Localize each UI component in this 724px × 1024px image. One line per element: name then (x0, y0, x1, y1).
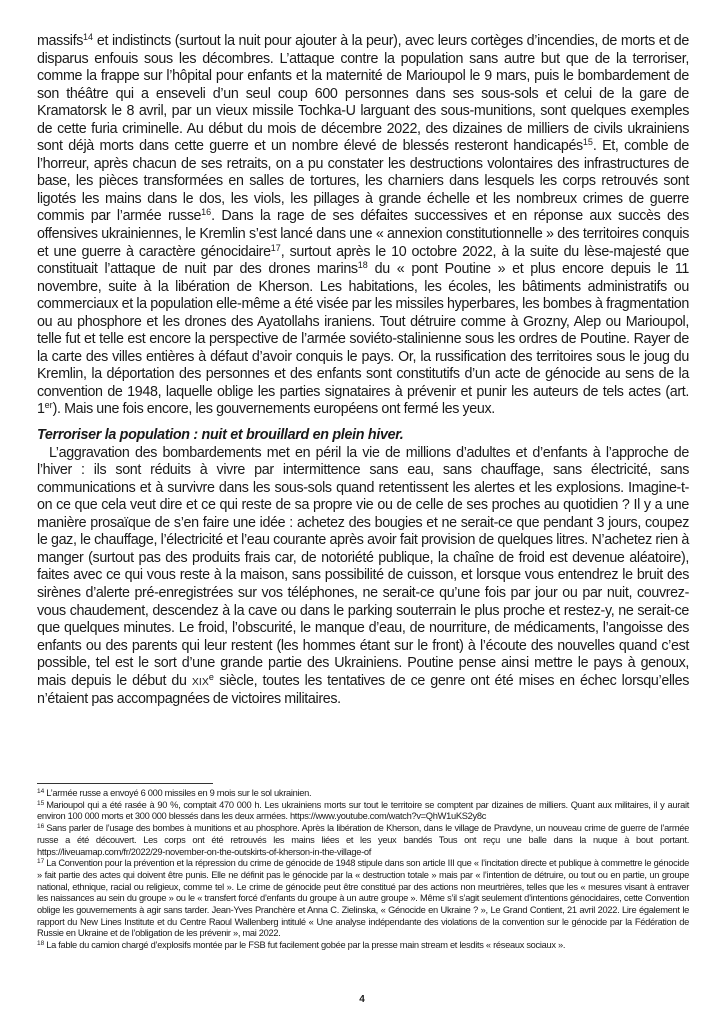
footnote-ref-14[interactable]: 14 (83, 32, 94, 42)
footnote-number: 15 (37, 799, 45, 807)
superscript-e: e (208, 671, 214, 682)
page-body (37, 33, 689, 709)
footnote-16 (37, 823, 689, 858)
page-number: 4 (359, 994, 365, 1005)
footnote-text: L’armée russe a envoyé 6 000 missiles en 9 mois sur le sol ukrainien. (46, 788, 312, 798)
footnote-15 (37, 800, 689, 823)
footnote-separator (37, 783, 213, 784)
footnote-17 (37, 858, 689, 940)
text-run: et indistincts (surtout la nuit pour ajouter à la peur), avec leurs cortèges d’incendies, de morts et de disparus enfouis sous les décombres. L’attaque contre la population sans autre but que de la terroriser, comme la frappe sur l’hôpital pour enfants et la maternité de Marioupol le 9 mars, puis le bombardement de son théâtre qui a enseveli d’un seul coup 600 personnes dans ses sous-sols et celui de la gare de Kramatorsk le 8 avril, par un vieux missile Tochka-U larguant des sous-munitions, sont quelques exemples de cette furia criminelle. Au début du mois de décembre 2022, des dizaines de milliers de civils ukrainiens sont déjà morts dans cette guerre et un nombre élevé de blessés resteront handicapés (37, 33, 689, 155)
text-run: du « pont Poutine » et plus encore depuis le 11 novembre, suite à la libération de Kherson. Les habitations, les écoles, les bâtiments administratifs ou commerciaux et la population elle-même a été visée par les missiles hyperbares, les bombes à fragmentation ou au phosphore et les drones des Ayatollahs iraniens. Tout détruire comme à Grozny, Alep ou Marioupol, telle fut et telle est encore la perspective de l’armée soviéto-stalinienne sous les ordres de Poutine. Rayer de la carte des villes entières à défaut d’avoir conquis le pays. Or, la russification des territoires sous le joug du Kremlin, la déportation des personnes et des enfants sont constitutifs d’un acte de génocide au sens de la convention de 1948, laquelle oblige les parties signataires à prévenir et punir les auteurs de tels actes (art. 1 (37, 261, 690, 418)
footnote-text: La Convention pour la prévention et la répression du crime de génocide de 1948 stipule dans son article III que « l’incitation directe et publique à commettre le génocide » fait partie des actes qui doivent être punis. Elle ne définit pas le génocide par la « destruction totale » mais par « l’intention de détruire, ou tout ou en partie, un groupe national, ethnique, racial ou religieux, comme tel ». Le crime de génocide peut être constitué par des actions non meurtrières, telles que les « mesures visant à entraver les naissances au sein du groupe » ou le « transfert forcé d’enfants du groupe à un autre groupe ». Même s’il s’agit seulement d’intentions génocidaires, cette Convention oblige les gouvernements à agir sans tarder. Jean-Yves Pranchère et Anna C. Zielinska, « Génocide en Ukraine ? », Le Grand Contient, 21 avril 2022. Lire également le rapport du New Lines Institute et du Centre Raoul Wallenberg intitulé « Une analyse indépendante des violations de la convention sur le génocide par la Fédération de Russie en Ukraine et de l’obligation de les prévenir », mai 2022. (37, 858, 689, 939)
footnote-text: Sans parler de l’usage des bombes à munitions et au phosphore. Après la libération de Kherson, dans le village de Pravdyne, un nouveau crime de guerre de l’armée russe a été découvert. Les corps ont été retrouvés les mains liées et les yeux bandés Tous ont reçu une balle dans la nuque à bout portant. https://liveuamap.com/fr/2022/29-november-on-the-outskirts-of-kherson-in-the-village-of (37, 823, 689, 857)
paragraph-1 (37, 33, 689, 419)
footnote-text: La fable du camion chargé d’explosifs montée par le FSB fut facilement gobée par la presse main stream et lesdits « réseaux sociaux ». (46, 940, 566, 951)
footnote-ref-15[interactable]: 15 (582, 137, 593, 148)
paragraph-2 (37, 445, 689, 709)
text-run: L’aggravation des bombardements met en péril la vie de millions d’adultes et d’enfants à l’approche de l’hiver : ils sont réduits à vivre par intermittence sans eau, sans chauffage, sans électricité, sans communications et à survivre dans les sous-sols quand retentissent les alertes et les explosions. Imagine-t-on ce que cela veut dire et ce qui reste de sa propre vie ou de celle de ses proches au quotidien ? Il y a une manière prosaïque de s’en faire une idée : achetez des bougies et ne serait-ce que pendant 3 jours, coupez le gaz, le chauffage, l’électricité et l’eau courante après avoir fait provision de quelques litres. N’achetez rien à manger (surtout pas des produits frais car, de notoriété publique, la chaîne de froid est devenue aléatoire), faites avec ce qui vous reste à la maison, sans possibilité de cuisson, et lorsque vous entendrez le bruit des sirènes d’alerte pré-enregistrées sur vos téléphones, ne serait-ce qu’une fois par jour ou par nuit, couvrez-vous chaudement, descendez à la cave ou dans le parking souterrain le plus proche et restez-y, ne serait-ce que quelques minutes. Le froid, l’obscurité, le manque d’eau, de nourriture, de médicaments, l’angoisse des enfants ou des parents qui leur restent (les hommes étant sur le front) à l’écoute des nouvelles quand c’est possible, tel est le sort d’une grande partie des Ukrainiens. Poutine pense ainsi mettre le pays à genoux, mais depuis le début du (37, 444, 689, 689)
text-run: , surtout après le 10 octobre 2022, à la suite du lèse-majesté que constituait l’attaque de nuit par des drones marins (37, 243, 690, 278)
text-run: massifs (37, 33, 84, 49)
century-numeral: XIX (191, 675, 209, 688)
footnote-18 (37, 940, 689, 952)
text-run: ). Mais une fois encore, les gouvernements européens ont fermé les yeux. (52, 401, 495, 418)
footnote-ref-18[interactable]: 18 (357, 260, 368, 271)
footnote-14 (37, 788, 689, 800)
footnote-ref-17[interactable]: 17 (270, 242, 281, 253)
footnotes (37, 788, 689, 952)
section-heading: Terroriser la population : nuit et brouillard en plein hiver. (37, 427, 404, 444)
footnote-number: 14 (37, 788, 45, 795)
footnote-number: 18 (37, 940, 45, 948)
footnote-text: Marioupol qui a été rasée à 90 %, comptait 470 000 h. Les ukrainiens morts sur tout le territoire se comptent par dizaines de milliers. Quant aux militaires, il y aurait environ 100 000 morts et 300 000 blessés dans les deux armées. https://www.youtube.com/watch?v=QhW1uKS2y8c (37, 799, 689, 822)
text-run: siècle, toutes les tentatives de ce genre ont été mises en échec lorsqu’elles n’étaient pas accompagnées de victoires militaires. (37, 672, 689, 708)
superscript-er: er (44, 400, 53, 411)
footnote-number: 16 (37, 823, 45, 831)
text-run: . Dans la rage de ses défaites successives et en réponse aux succès des offensives ukrainiennes, le Kremlin s’est lancé dans une « annexion constitutionnelle » des territoires conquis et une guerre à caractère génocidaire (37, 208, 689, 260)
footnote-number: 17 (37, 858, 45, 866)
text-run: . Et, comble de l’horreur, après chacun de ses retraits, on a pu constater les destructions volontaires des infrastructures de base, les pièces transformées en salles de tortures, les charniers dans lesquels les corps retrouvés sont ligotés les mains dans le dos, les viols, les pillages à grande échelle et les nombreux crimes de guerre commis par l’armée russe (37, 138, 690, 225)
footnote-ref-16[interactable]: 16 (201, 207, 212, 218)
